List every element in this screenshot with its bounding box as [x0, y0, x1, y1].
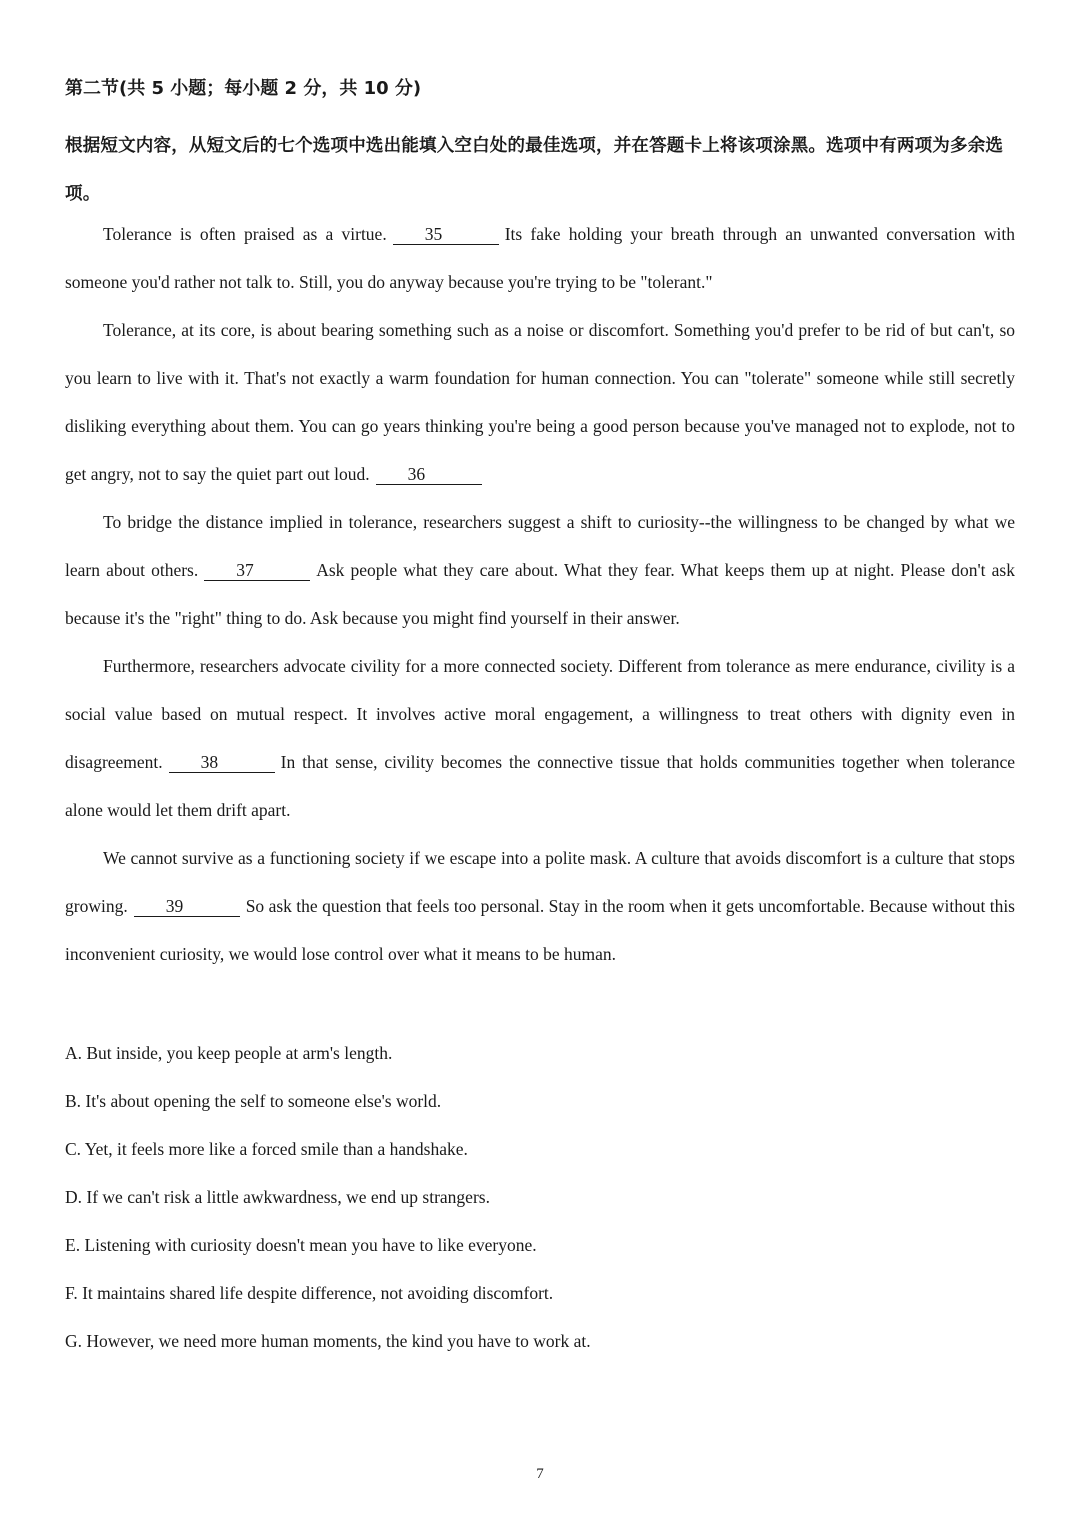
passage-paragraph-4: [65, 642, 1015, 834]
answer-options: [65, 1029, 1015, 1365]
passage-paragraph-5: [65, 834, 1015, 978]
option-d: D. If we can't risk a little awkwardness, we end up strangers.: [65, 1187, 490, 1207]
paragraph-text: Furthermore, researchers advocate civility for a more connected society. Different from tolerance as mere endurance, civility is a social value based on mutual respect. It involves active moral engagement, a willingness to treat others with dignity even in disagreement.: [65, 656, 1015, 772]
paragraph-text: Tolerance is often praised as a virtue.: [103, 224, 387, 244]
paragraph-text: Its fake holding your breath through an unwanted conversation with someone you'd rather not talk to. Still, you do anyway because you're trying to be "tolerant.": [65, 224, 1016, 292]
paragraph-text: In that sense, civility becomes the connective tissue that holds communities together when tolerance alone would let them drift apart.: [65, 752, 1015, 820]
option-a: A. But inside, you keep people at arm's length.: [65, 1043, 393, 1063]
passage-paragraph-2: [65, 306, 1015, 498]
option-b: B. It's about opening the self to someone else's world.: [65, 1091, 442, 1111]
paragraph-text: We cannot survive as a functioning society if we escape into a polite mask. A culture that avoids discomfort is a culture that stops growing.: [65, 848, 1015, 916]
answer-blank-36: 36: [376, 464, 482, 485]
passage-paragraph-1: [65, 210, 1015, 306]
passage-paragraph-3: [65, 498, 1015, 642]
section-heading: 第二节(共 5 小题；每小题 2 分，共 10 分): [65, 78, 422, 99]
answer-blank-37: 37: [204, 560, 310, 581]
page-number: 7: [536, 1466, 544, 1482]
answer-blank-38: 38: [169, 752, 275, 773]
paragraph-text: To bridge the distance implied in tolerance, researchers suggest a shift to curiosity--the willingness to be changed by what we learn about others.: [65, 512, 1015, 580]
paragraph-text: Tolerance, at its core, is about bearing something such as a noise or discomfort. Something you'd prefer to be rid of but can't, so you learn to live with it. That's not exactly a warm foundation for human connection. You can "tolerate" someone while still secretly disliking everything about them. You can go years thinking you're being a good person because you've managed not to explode, not to get angry, not to say the quiet part out loud.: [65, 320, 1015, 484]
answer-blank-35: 35: [393, 224, 499, 245]
answer-blank-39: 39: [134, 896, 240, 917]
section-instruction: 根据短文内容，从短文后的七个选项中选出能填入空白处的最佳选项，并在答题卡上将该项涂黑。选项中有两项为多余选项。: [65, 136, 1004, 204]
option-c: C. Yet, it feels more like a forced smile than a handshake.: [65, 1139, 468, 1159]
option-f: F. It maintains shared life despite difference, not avoiding discomfort.: [65, 1283, 554, 1303]
option-g: G. However, we need more human moments, the kind you have to work at.: [65, 1331, 591, 1351]
paragraph-text: Ask people what they care about. What they fear. What keeps them up at night. Please don't ask because it's the "right" thing to do. Ask because you might find yourself in their answer.: [65, 560, 1015, 628]
option-e: E. Listening with curiosity doesn't mean you have to like everyone.: [65, 1235, 537, 1255]
reading-passage: [65, 210, 1015, 978]
paragraph-text: So ask the question that feels too personal. Stay in the room when it gets uncomfortable. Because without this inconvenient curiosity, we would lose control over what it means to be human.: [65, 896, 1015, 964]
